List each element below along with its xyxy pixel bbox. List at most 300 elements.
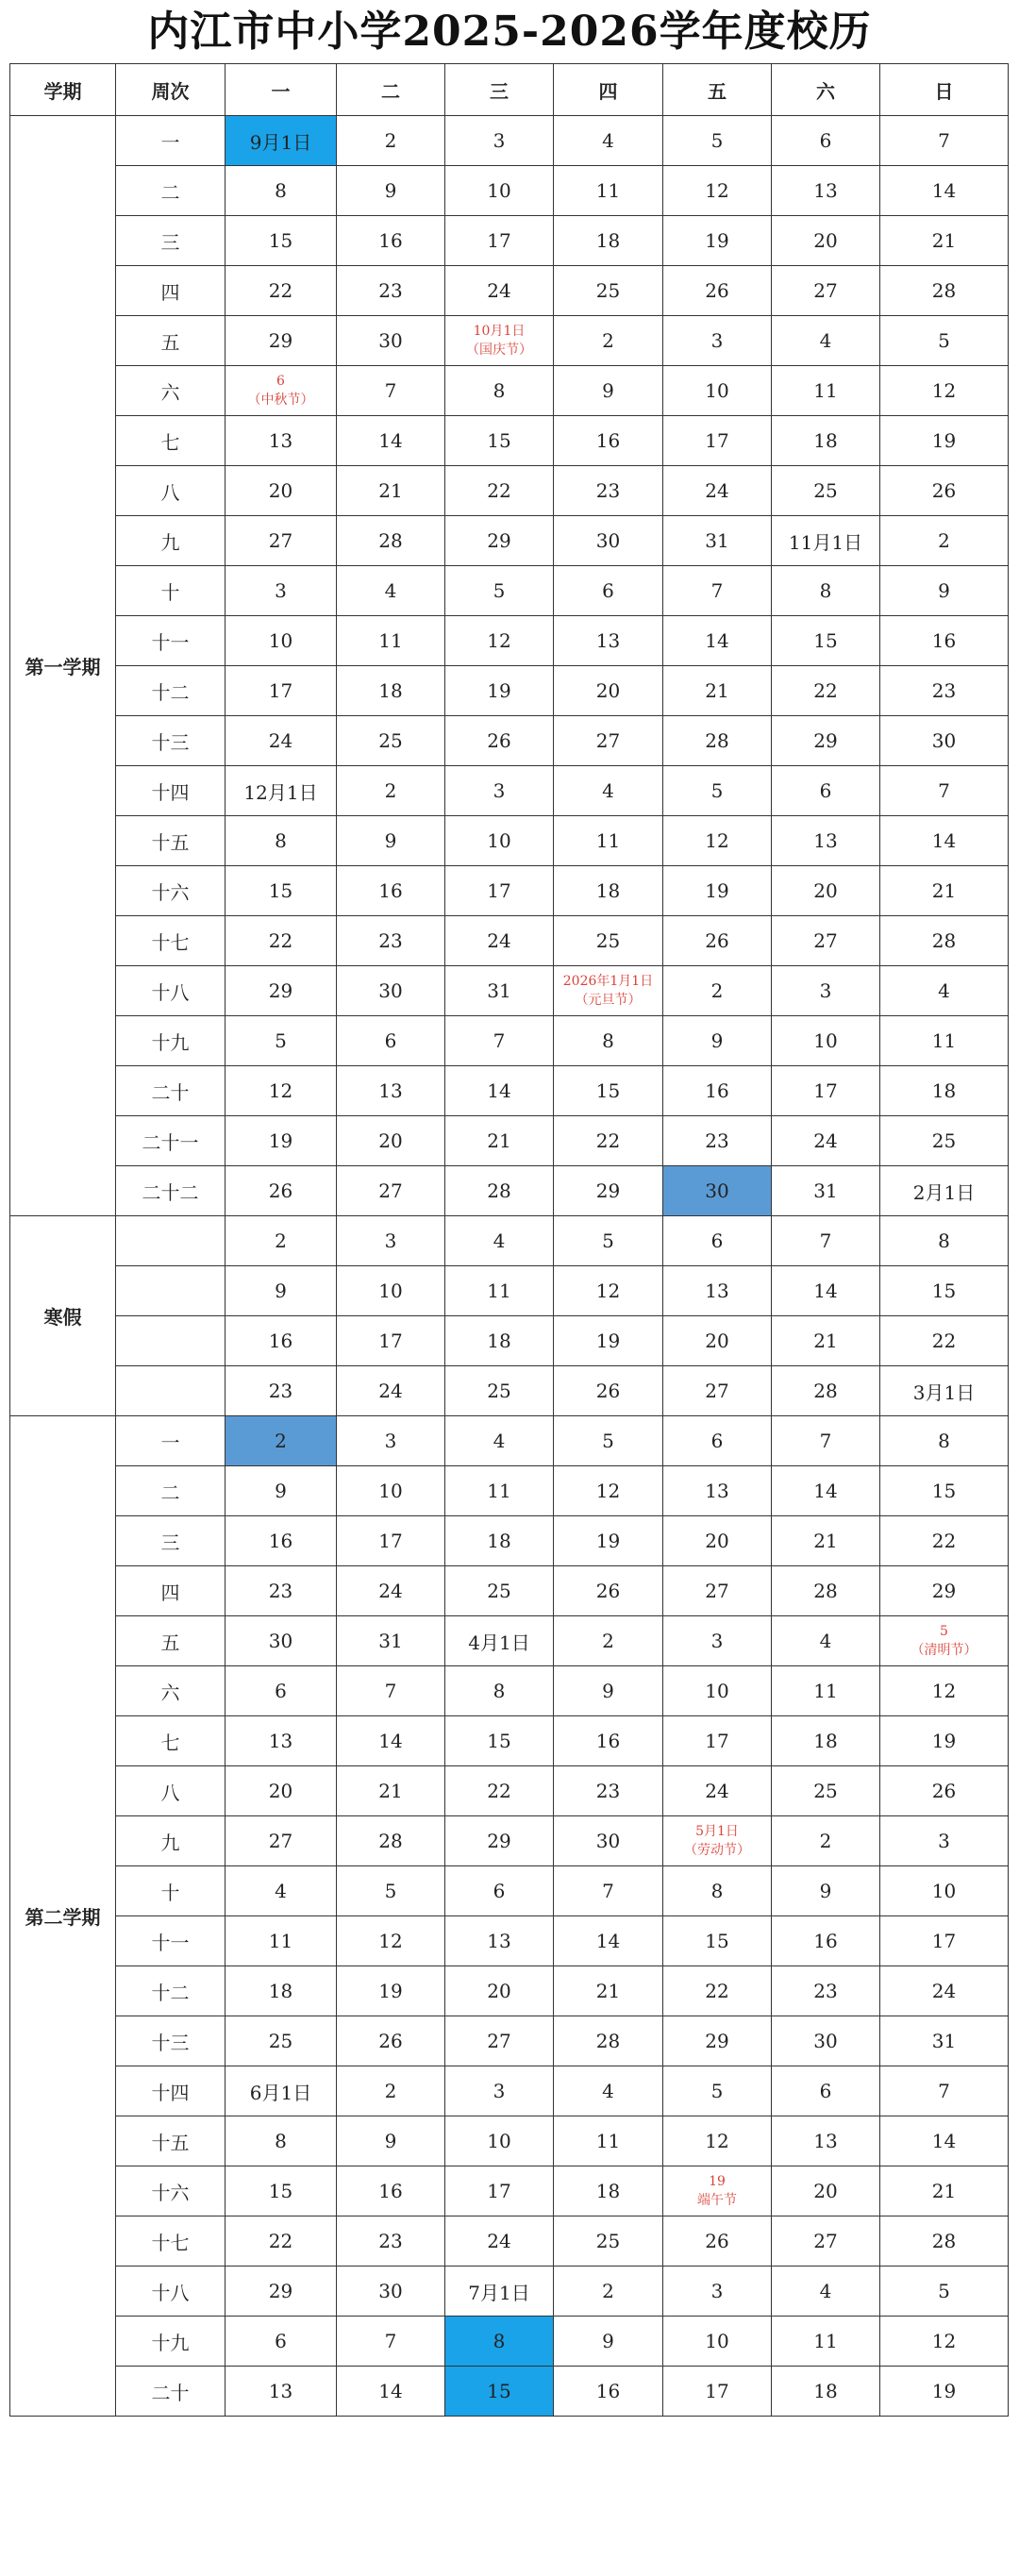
date-cell: 6	[772, 766, 880, 816]
date-cell: 18	[880, 1066, 1009, 1116]
week-row	[10, 1166, 1009, 1216]
date-cell: 28	[880, 2216, 1009, 2267]
date-cell: 19	[880, 2367, 1009, 2417]
week-row	[10, 916, 1009, 966]
date-cell: 3	[772, 966, 880, 1016]
date-cell: 27	[445, 2016, 554, 2066]
week-row	[10, 1716, 1009, 1766]
date-cell: 21	[772, 1516, 880, 1566]
week-number: 三	[116, 1516, 226, 1566]
date-cell: 5	[554, 1216, 663, 1266]
header-mon: 一	[226, 64, 337, 116]
week-row	[10, 1916, 1009, 1966]
date-cell: 13	[226, 1716, 337, 1766]
date-cell: 17	[445, 2166, 554, 2216]
date-cell: 21	[554, 1966, 663, 2016]
date-cell: 29	[554, 1166, 663, 1216]
date-cell: 10	[663, 1666, 772, 1716]
date-cell: 4	[554, 2066, 663, 2116]
week-number: 十四	[116, 766, 226, 816]
date-cell: 23	[880, 666, 1009, 716]
date-cell: 17	[226, 666, 337, 716]
term-label: 寒假	[10, 1216, 116, 1416]
date-cell: 4	[226, 1866, 337, 1916]
date-cell: 14	[663, 616, 772, 666]
date-cell: 6	[554, 566, 663, 616]
date-cell: 13	[663, 1466, 772, 1516]
week-number: 六	[116, 366, 226, 416]
date-cell: 12	[880, 1666, 1009, 1716]
week-row	[10, 416, 1009, 466]
date-cell: 15	[445, 1716, 554, 1766]
week-number: 二十一	[116, 1116, 226, 1166]
date-cell: 31	[772, 1166, 880, 1216]
holiday-name: （元旦节）	[575, 993, 642, 1008]
date-cell: 11	[880, 1016, 1009, 1066]
date-cell: 26	[880, 1766, 1009, 1816]
date-cell: 24	[445, 916, 554, 966]
date-cell: 27	[772, 2216, 880, 2267]
date-cell: 22	[226, 2216, 337, 2267]
week-number	[116, 1266, 226, 1316]
date-cell: 27	[772, 266, 880, 316]
date-cell: 14	[880, 816, 1009, 866]
week-row	[10, 2016, 1009, 2066]
date-cell: 10	[772, 1016, 880, 1066]
date-cell: 31	[337, 1616, 445, 1666]
date-cell: 8	[772, 566, 880, 616]
week-number	[116, 1316, 226, 1366]
date-cell: 25	[445, 1366, 554, 1416]
date-cell: 11	[445, 1466, 554, 1516]
date-cell: 25	[772, 466, 880, 516]
date-cell: 23	[554, 1766, 663, 1816]
date-cell: 31	[880, 2016, 1009, 2066]
date-cell: 4	[772, 1616, 880, 1666]
date-cell: 11	[554, 2116, 663, 2166]
header-wed: 三	[445, 64, 554, 116]
date-cell: 10	[337, 1466, 445, 1516]
date-cell: 20	[445, 1966, 554, 2016]
date-cell: 13	[554, 616, 663, 666]
date-cell: 22	[445, 466, 554, 516]
date-cell: 5	[554, 1416, 663, 1466]
week-row	[10, 116, 1009, 166]
date-cell: 27	[337, 1166, 445, 1216]
date-cell: 3	[337, 1416, 445, 1466]
date-cell: 20	[226, 1766, 337, 1816]
date-cell: 18	[554, 2166, 663, 2216]
date-cell: 2月1日	[880, 1166, 1009, 1216]
date-cell: 20	[554, 666, 663, 716]
date-cell: 16	[226, 1516, 337, 1566]
date-cell: 24	[337, 1366, 445, 1416]
date-cell: 9	[554, 366, 663, 416]
date-cell: 30	[880, 716, 1009, 766]
week-number: 十	[116, 566, 226, 616]
date-cell: 6	[337, 1016, 445, 1066]
date-cell: 17	[663, 2367, 772, 2417]
date-cell: 8	[445, 366, 554, 416]
week-row	[10, 1816, 1009, 1866]
date-cell: 5	[663, 116, 772, 166]
date-cell: 30	[554, 1816, 663, 1866]
week-row	[10, 1316, 1009, 1366]
date-cell: 15	[445, 2367, 554, 2417]
date-cell: 22	[226, 266, 337, 316]
date-cell: 26	[226, 1166, 337, 1216]
date-cell: 13	[337, 1066, 445, 1116]
date-cell: 9	[772, 1866, 880, 1916]
holiday-name: （清明节）	[910, 1643, 977, 1658]
week-number	[116, 1366, 226, 1416]
date-cell: 29	[880, 1566, 1009, 1616]
date-cell: 16	[554, 416, 663, 466]
date-cell: 15	[880, 1266, 1009, 1316]
date-cell: 5	[880, 2267, 1009, 2317]
date-cell: 19	[880, 416, 1009, 466]
date-cell: 30	[337, 966, 445, 1016]
date-cell: 26	[663, 916, 772, 966]
date-cell: 6	[226, 2317, 337, 2367]
holiday-date: 19	[709, 2174, 726, 2189]
date-cell: 28	[772, 1566, 880, 1616]
date-cell: 30	[226, 1616, 337, 1666]
week-row	[10, 266, 1009, 316]
calendar-table	[9, 63, 1009, 2417]
week-number: 十八	[116, 966, 226, 1016]
date-cell: 20	[772, 216, 880, 266]
week-row	[10, 1966, 1009, 2016]
week-row	[10, 1516, 1009, 1566]
date-cell: 12	[445, 616, 554, 666]
date-cell: 12月1日	[226, 766, 337, 816]
date-cell: 6	[772, 116, 880, 166]
date-cell: 7	[880, 2066, 1009, 2116]
date-cell: 8	[445, 1666, 554, 1716]
date-cell: 5	[663, 766, 772, 816]
date-cell: 6	[445, 1866, 554, 1916]
date-cell: 21	[337, 1766, 445, 1816]
date-cell: 25	[226, 2016, 337, 2066]
week-number: 十六	[116, 2166, 226, 2216]
term-label: 第二学期	[10, 1416, 116, 2417]
date-cell: 2	[337, 2066, 445, 2116]
date-cell: 13	[772, 2116, 880, 2166]
date-cell: 2	[226, 1416, 337, 1466]
week-row	[10, 1466, 1009, 1516]
week-row	[10, 2216, 1009, 2267]
date-cell: 28	[554, 2016, 663, 2066]
date-cell: 9	[337, 2116, 445, 2166]
date-cell: 10	[337, 1266, 445, 1316]
date-cell: 4	[445, 1416, 554, 1466]
week-number: 二十	[116, 2367, 226, 2417]
date-cell: 13	[226, 2367, 337, 2417]
week-row	[10, 866, 1009, 916]
date-cell: 19	[880, 1716, 1009, 1766]
date-cell: 19	[337, 1966, 445, 2016]
week-row	[10, 1416, 1009, 1466]
date-cell: 23	[337, 2216, 445, 2267]
date-cell: 5	[663, 2066, 772, 2116]
date-cell: 24	[880, 1966, 1009, 2016]
date-cell: 4	[554, 766, 663, 816]
date-cell: 5	[337, 1866, 445, 1916]
date-cell: 14	[772, 1266, 880, 1316]
date-cell: 23	[772, 1966, 880, 2016]
week-number: 八	[116, 1766, 226, 1816]
date-cell: 12	[337, 1916, 445, 1966]
date-cell: 10	[445, 2116, 554, 2166]
week-number: 十三	[116, 2016, 226, 2066]
date-cell: 25	[880, 1116, 1009, 1166]
date-cell: 16	[554, 1716, 663, 1766]
date-cell: 18	[772, 2367, 880, 2417]
date-cell: 31	[445, 966, 554, 1016]
date-cell: 7	[772, 1416, 880, 1466]
date-cell: 13	[663, 1266, 772, 1316]
week-number: 九	[116, 516, 226, 566]
date-cell: 3	[337, 1216, 445, 1266]
date-cell: 8	[880, 1216, 1009, 1266]
date-cell: 2	[554, 1616, 663, 1666]
week-row	[10, 366, 1009, 416]
date-cell: 24	[337, 1566, 445, 1616]
date-cell: 21	[445, 1116, 554, 1166]
date-cell: 27	[663, 1566, 772, 1616]
date-cell: 9	[226, 1266, 337, 1316]
date-cell: 19	[663, 866, 772, 916]
date-cell: 12	[880, 2317, 1009, 2367]
date-cell: 20	[337, 1116, 445, 1166]
date-cell: 29	[226, 316, 337, 366]
date-cell: 29	[663, 2016, 772, 2066]
date-cell: 11	[337, 616, 445, 666]
date-cell: 10	[663, 2317, 772, 2367]
date-cell: 21	[663, 666, 772, 716]
week-number: 十七	[116, 916, 226, 966]
date-cell: 18	[226, 1966, 337, 2016]
date-cell: 2	[337, 116, 445, 166]
date-cell: 11	[226, 1916, 337, 1966]
week-number: 七	[116, 1716, 226, 1766]
date-cell: 2	[226, 1216, 337, 1266]
date-cell: 19	[445, 666, 554, 716]
date-cell: 18	[445, 1316, 554, 1366]
date-cell: 28	[772, 1366, 880, 1416]
date-cell: 12	[663, 2116, 772, 2166]
date-cell: 19	[554, 1316, 663, 1366]
date-cell: 7	[663, 566, 772, 616]
week-row	[10, 1266, 1009, 1316]
date-cell: 16	[337, 2166, 445, 2216]
week-number: 十五	[116, 816, 226, 866]
week-number: 十二	[116, 1966, 226, 2016]
date-cell: 7	[554, 1866, 663, 1916]
date-cell: 23	[337, 266, 445, 316]
date-cell: 20	[663, 1516, 772, 1566]
date-cell: 14	[337, 2367, 445, 2417]
date-cell: 28	[880, 266, 1009, 316]
date-cell: 12	[226, 1066, 337, 1116]
date-cell: 11	[554, 816, 663, 866]
date-cell: 3	[226, 566, 337, 616]
date-cell: 12	[880, 366, 1009, 416]
week-row	[10, 2367, 1009, 2417]
week-row	[10, 666, 1009, 716]
date-cell: 13	[226, 416, 337, 466]
date-cell: 14	[772, 1466, 880, 1516]
holiday-date: 5	[940, 1624, 948, 1639]
date-cell: 11	[445, 1266, 554, 1316]
date-cell: 29	[445, 1816, 554, 1866]
week-number: 十四	[116, 2066, 226, 2116]
holiday-name: （劳动节）	[684, 1843, 750, 1858]
week-row	[10, 1016, 1009, 1066]
date-cell: 26	[663, 2216, 772, 2267]
date-cell: 3	[663, 316, 772, 366]
calendar-body	[10, 64, 1009, 2417]
holiday-cell	[226, 366, 337, 416]
date-cell: 4	[880, 966, 1009, 1016]
week-number: 四	[116, 1566, 226, 1616]
header-fri: 五	[663, 64, 772, 116]
date-cell: 20	[772, 2166, 880, 2216]
week-row	[10, 2166, 1009, 2216]
week-row	[10, 1766, 1009, 1816]
date-cell: 22	[663, 1966, 772, 2016]
date-cell: 16	[880, 616, 1009, 666]
date-cell: 30	[554, 516, 663, 566]
holiday-date: 5月1日	[695, 1824, 739, 1839]
date-cell: 17	[880, 1916, 1009, 1966]
date-cell: 21	[880, 2166, 1009, 2216]
holiday-cell	[663, 2166, 772, 2216]
date-cell: 23	[226, 1566, 337, 1616]
week-number: 二十	[116, 1066, 226, 1116]
date-cell: 23	[554, 466, 663, 516]
date-cell: 15	[226, 216, 337, 266]
date-cell: 30	[772, 2016, 880, 2066]
date-cell: 24	[445, 266, 554, 316]
date-cell: 4	[554, 116, 663, 166]
header-term: 学期	[10, 64, 116, 116]
date-cell: 23	[337, 916, 445, 966]
week-number: 二	[116, 1466, 226, 1516]
page-title: 内江市中小学2025-2026学年度校历	[147, 8, 872, 56]
date-cell: 25	[554, 266, 663, 316]
week-number: 八	[116, 466, 226, 516]
week-row	[10, 2116, 1009, 2166]
date-cell: 10	[880, 1866, 1009, 1916]
date-cell: 28	[445, 1166, 554, 1216]
date-cell: 18	[554, 216, 663, 266]
week-row	[10, 216, 1009, 266]
date-cell: 14	[445, 1066, 554, 1116]
date-cell: 14	[880, 2116, 1009, 2166]
date-cell: 12	[663, 816, 772, 866]
date-cell: 9	[554, 2317, 663, 2367]
week-row	[10, 816, 1009, 866]
week-number: 二	[116, 166, 226, 216]
date-cell: 24	[663, 466, 772, 516]
date-cell: 19	[226, 1116, 337, 1166]
date-cell: 11	[772, 366, 880, 416]
date-cell: 21	[880, 216, 1009, 266]
date-cell: 12	[554, 1466, 663, 1516]
date-cell: 3	[445, 766, 554, 816]
date-cell: 2	[880, 516, 1009, 566]
week-row	[10, 1566, 1009, 1616]
date-cell: 15	[663, 1916, 772, 1966]
date-cell: 5	[445, 566, 554, 616]
week-row	[10, 2317, 1009, 2367]
date-cell: 17	[337, 1316, 445, 1366]
date-cell: 5	[880, 316, 1009, 366]
week-row	[10, 516, 1009, 566]
date-cell: 11	[772, 1666, 880, 1716]
date-cell: 7	[772, 1216, 880, 1266]
week-number: 五	[116, 316, 226, 366]
date-cell: 7	[445, 1016, 554, 1066]
date-cell: 3	[663, 1616, 772, 1666]
date-cell: 7	[337, 1666, 445, 1716]
date-cell: 15	[226, 866, 337, 916]
week-number: 十一	[116, 1916, 226, 1966]
date-cell: 11	[772, 2317, 880, 2367]
week-number: 七	[116, 416, 226, 466]
date-cell: 9	[337, 816, 445, 866]
date-cell: 29	[445, 516, 554, 566]
date-cell: 22	[772, 666, 880, 716]
header-week: 周次	[116, 64, 226, 116]
date-cell: 28	[663, 716, 772, 766]
date-cell: 13	[772, 816, 880, 866]
header-thu: 四	[554, 64, 663, 116]
date-cell: 22	[880, 1516, 1009, 1566]
date-cell: 25	[445, 1566, 554, 1616]
date-cell: 17	[445, 216, 554, 266]
date-cell: 6	[226, 1666, 337, 1716]
date-cell: 22	[226, 916, 337, 966]
date-cell: 8	[880, 1416, 1009, 1466]
date-cell: 30	[663, 1166, 772, 1216]
date-cell: 9	[554, 1666, 663, 1716]
date-cell: 20	[663, 1316, 772, 1366]
date-cell: 3	[663, 2267, 772, 2317]
date-cell: 8	[554, 1016, 663, 1066]
week-row	[10, 1366, 1009, 1416]
date-cell: 20	[772, 866, 880, 916]
week-row	[10, 716, 1009, 766]
date-cell: 17	[337, 1516, 445, 1566]
date-cell: 12	[554, 1266, 663, 1316]
date-cell: 6	[663, 1416, 772, 1466]
date-cell: 30	[337, 2267, 445, 2317]
date-cell: 24	[445, 2216, 554, 2267]
date-cell: 25	[554, 916, 663, 966]
date-cell: 8	[226, 166, 337, 216]
date-cell: 23	[226, 1366, 337, 1416]
week-number: 十	[116, 1866, 226, 1916]
week-number: 九	[116, 1816, 226, 1866]
date-cell: 17	[445, 866, 554, 916]
date-cell: 7	[337, 2317, 445, 2367]
date-cell: 31	[663, 516, 772, 566]
week-row	[10, 966, 1009, 1016]
date-cell: 28	[337, 516, 445, 566]
